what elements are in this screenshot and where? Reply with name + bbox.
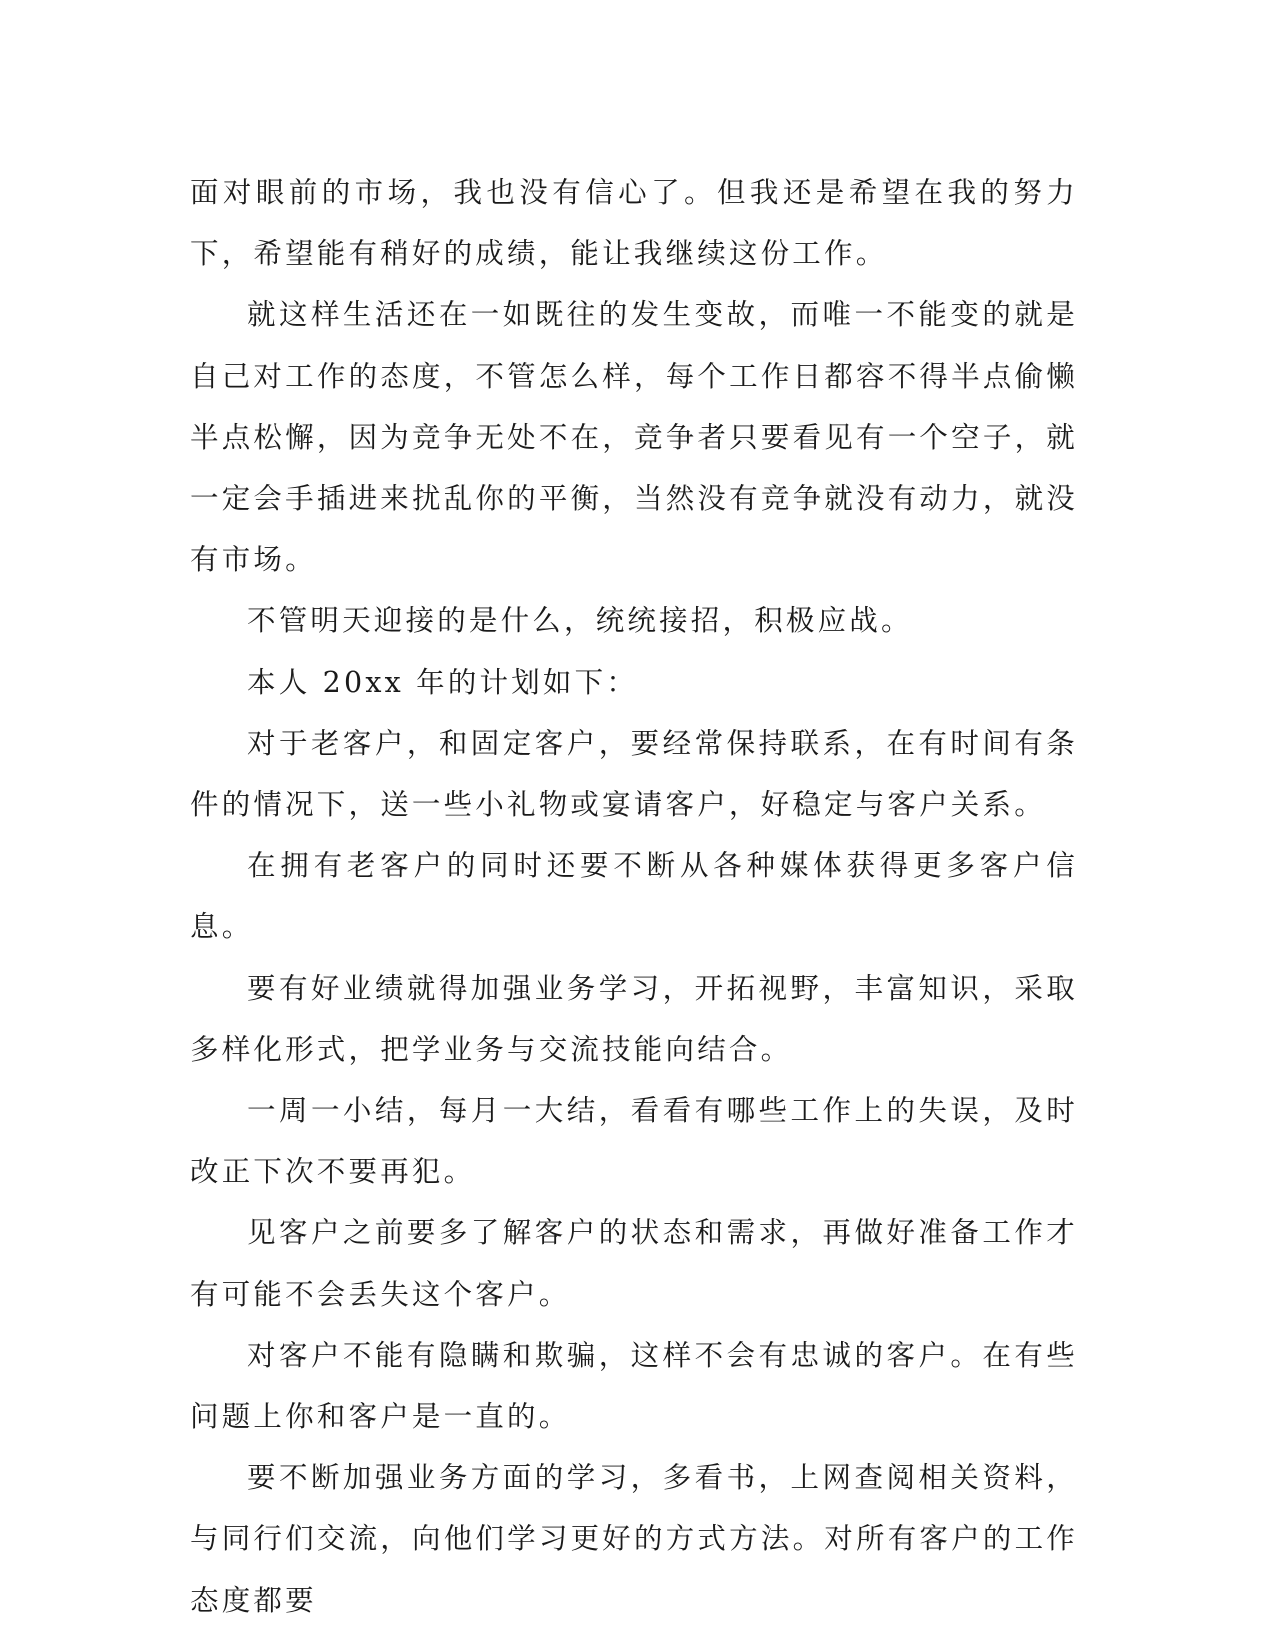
paragraph-7: 要有好业绩就得加强业务学习，开拓视野，丰富知识，采取多样化形式，把学业务与交流技能向结合。 [190, 971, 1078, 1066]
document-body [190, 162, 1078, 1631]
paragraph-8: 一周一小结，每月一大结，看看有哪些工作上的失误，及时改正下次不要再犯。 [190, 1094, 1078, 1189]
paragraph-6: 在拥有老客户的同时还要不断从各种媒体获得更多客户信息。 [190, 849, 1078, 944]
paragraph-2: 就这样生活还在一如既往的发生变故，而唯一不能变的就是自己对工作的态度，不管怎么样，每个工作日都容不得半点偷懒半点松懈，因为竞争无处不在，竞争者只要看见有一个空子，就一定会手插进来扰乱你的平衡，当然没有竞争就没有动力，就没有市场。 [190, 298, 1078, 577]
paragraph-9: 见客户之前要多了解客户的状态和需求，再做好准备工作才有可能不会丢失这个客户。 [190, 1216, 1078, 1311]
paragraph-1: 面对眼前的市场，我也没有信心了。但我还是希望在我的努力下，希望能有稍好的成绩，能让我继续这份工作。 [190, 176, 1078, 271]
paragraph-4: 本人 20xx 年的计划如下： [247, 665, 639, 699]
paragraph-3: 不管明天迎接的是什么，统统接招，积极应战。 [247, 604, 913, 638]
paragraph-10: 对客户不能有隐瞒和欺骗，这样不会有忠诚的客户。在有些问题上你和客户是一直的。 [190, 1338, 1078, 1434]
paragraph-11: 要不断加强业务方面的学习，多看书，上网查阅相关资料，与同行们交流，向他们学习更好的方式方法。对所有客户的工作态度都要 [190, 1461, 1078, 1617]
paragraph-5: 对于老客户，和固定客户，要经常保持联系，在有时间有条件的情况下，送一些小礼物或宴请客户，好稳定与客户关系。 [190, 726, 1078, 822]
